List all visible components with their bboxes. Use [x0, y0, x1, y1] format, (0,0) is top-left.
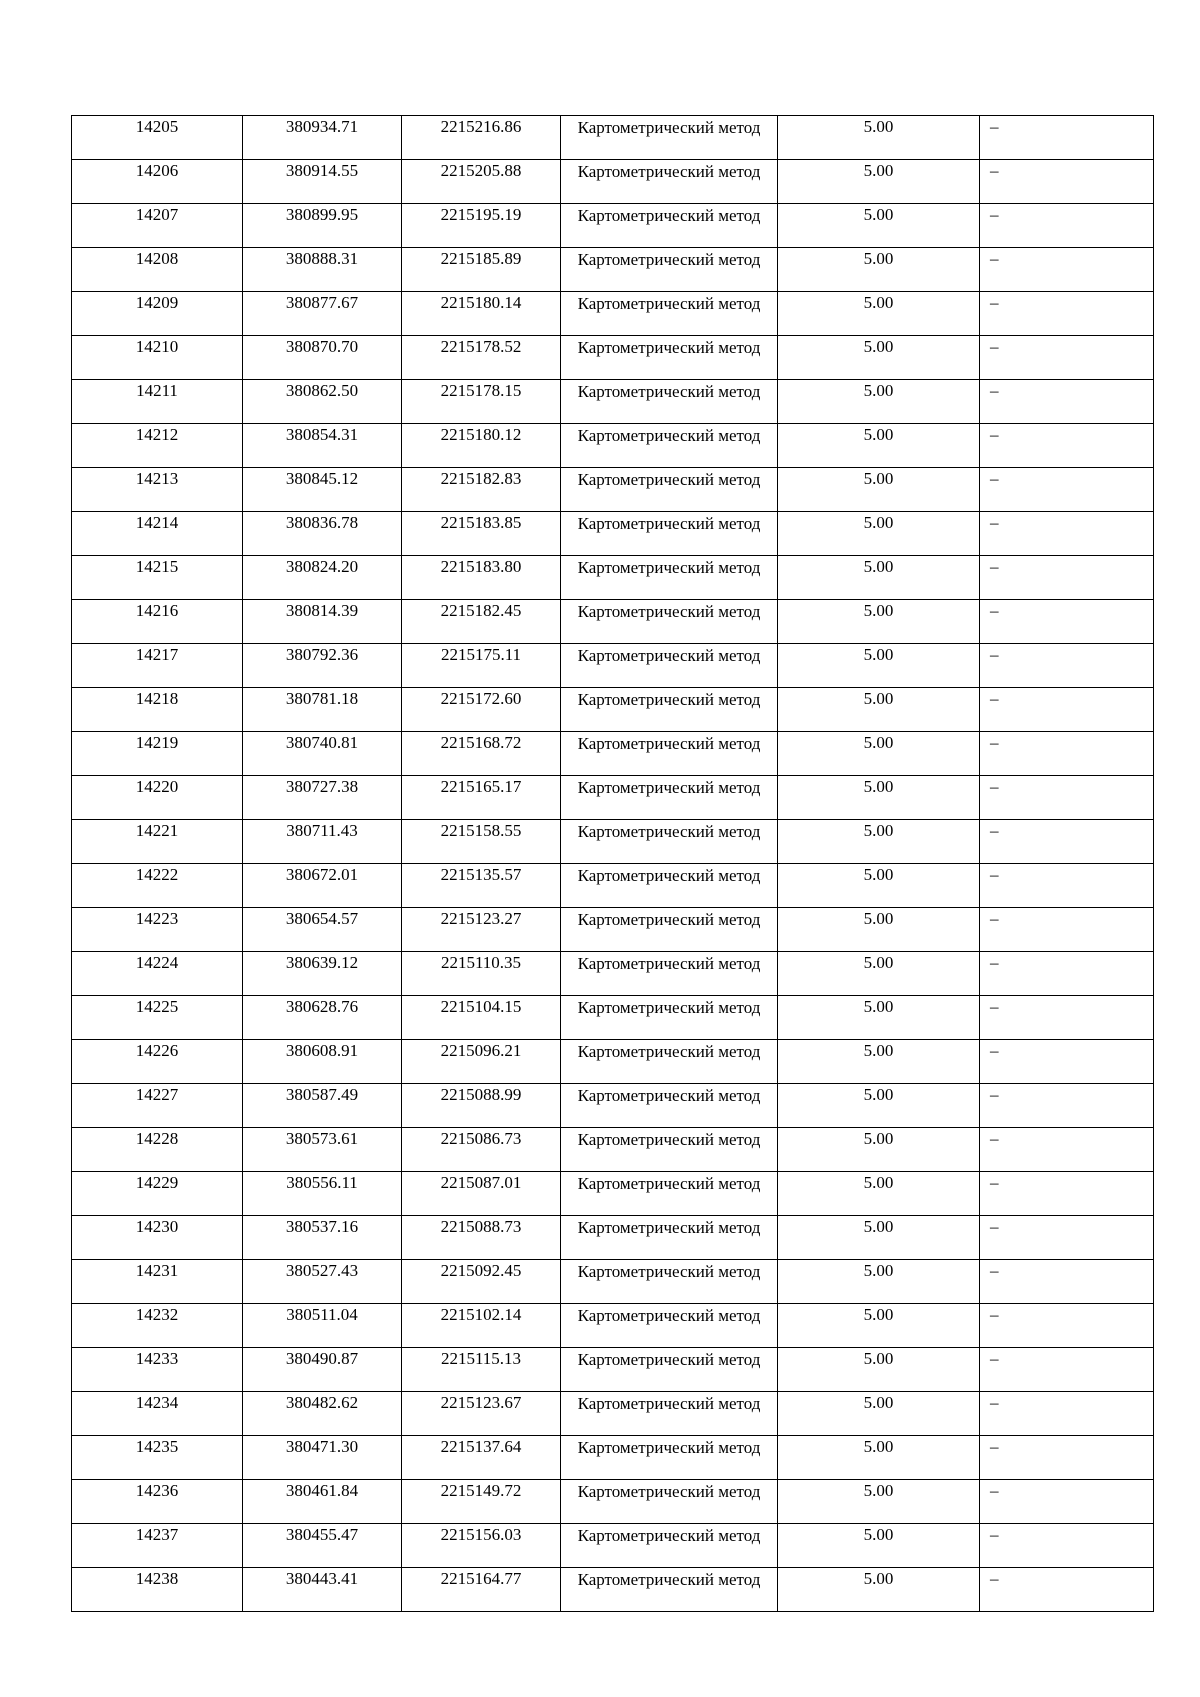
note-cell: –	[980, 468, 1154, 512]
note-cell: –	[980, 1348, 1154, 1392]
x-coordinate-cell: 380845.12	[243, 468, 402, 512]
y-coordinate-cell: 2215182.45	[402, 600, 561, 644]
accuracy-cell: 5.00	[778, 952, 980, 996]
note-cell: –	[980, 204, 1154, 248]
accuracy-cell: 5.00	[778, 1172, 980, 1216]
point-number-cell: 14211	[72, 380, 243, 424]
y-coordinate-cell: 2215180.14	[402, 292, 561, 336]
note-cell: –	[980, 820, 1154, 864]
accuracy-cell: 5.00	[778, 1524, 980, 1568]
x-coordinate-cell: 380587.49	[243, 1084, 402, 1128]
accuracy-cell: 5.00	[778, 116, 980, 160]
accuracy-cell: 5.00	[778, 996, 980, 1040]
x-coordinate-cell: 380740.81	[243, 732, 402, 776]
accuracy-cell: 5.00	[778, 248, 980, 292]
y-coordinate-cell: 2215092.45	[402, 1260, 561, 1304]
x-coordinate-cell: 380727.38	[243, 776, 402, 820]
accuracy-cell: 5.00	[778, 380, 980, 424]
point-number-cell: 14205	[72, 116, 243, 160]
x-coordinate-cell: 380461.84	[243, 1480, 402, 1524]
x-coordinate-cell: 380824.20	[243, 556, 402, 600]
method-cell: Картометрический метод	[561, 204, 778, 248]
point-number-cell: 14210	[72, 336, 243, 380]
point-number-cell: 14221	[72, 820, 243, 864]
note-cell: –	[980, 160, 1154, 204]
method-cell: Картометрический метод	[561, 1260, 778, 1304]
method-cell: Картометрический метод	[561, 1348, 778, 1392]
note-cell: –	[980, 424, 1154, 468]
table-row	[72, 600, 1154, 644]
accuracy-cell: 5.00	[778, 1260, 980, 1304]
table-row	[72, 1128, 1154, 1172]
table-row	[72, 1304, 1154, 1348]
accuracy-cell: 5.00	[778, 1216, 980, 1260]
point-number-cell: 14212	[72, 424, 243, 468]
x-coordinate-cell: 380556.11	[243, 1172, 402, 1216]
y-coordinate-cell: 2215164.77	[402, 1568, 561, 1612]
point-number-cell: 14223	[72, 908, 243, 952]
point-number-cell: 14207	[72, 204, 243, 248]
x-coordinate-cell: 380443.41	[243, 1568, 402, 1612]
y-coordinate-cell: 2215158.55	[402, 820, 561, 864]
table-row	[72, 952, 1154, 996]
x-coordinate-cell: 380914.55	[243, 160, 402, 204]
method-cell: Картометрический метод	[561, 688, 778, 732]
method-cell: Картометрический метод	[561, 864, 778, 908]
method-cell: Картометрический метод	[561, 292, 778, 336]
table-row	[72, 380, 1154, 424]
note-cell: –	[980, 644, 1154, 688]
x-coordinate-cell: 380573.61	[243, 1128, 402, 1172]
method-cell: Картометрический метод	[561, 1480, 778, 1524]
point-number-cell: 14219	[72, 732, 243, 776]
table-row	[72, 424, 1154, 468]
method-cell: Картометрический метод	[561, 600, 778, 644]
note-cell: –	[980, 556, 1154, 600]
table-row	[72, 1040, 1154, 1084]
method-cell: Картометрический метод	[561, 1392, 778, 1436]
y-coordinate-cell: 2215180.12	[402, 424, 561, 468]
note-cell: –	[980, 1260, 1154, 1304]
accuracy-cell: 5.00	[778, 160, 980, 204]
point-number-cell: 14213	[72, 468, 243, 512]
note-cell: –	[980, 1568, 1154, 1612]
x-coordinate-cell: 380870.70	[243, 336, 402, 380]
note-cell: –	[980, 1084, 1154, 1128]
table-row	[72, 820, 1154, 864]
note-cell: –	[980, 1480, 1154, 1524]
y-coordinate-cell: 2215205.88	[402, 160, 561, 204]
x-coordinate-cell: 380862.50	[243, 380, 402, 424]
y-coordinate-cell: 2215216.86	[402, 116, 561, 160]
accuracy-cell: 5.00	[778, 644, 980, 688]
note-cell: –	[980, 732, 1154, 776]
x-coordinate-cell: 380511.04	[243, 1304, 402, 1348]
table-row	[72, 1216, 1154, 1260]
method-cell: Картометрический метод	[561, 380, 778, 424]
accuracy-cell: 5.00	[778, 1480, 980, 1524]
accuracy-cell: 5.00	[778, 292, 980, 336]
method-cell: Картометрический метод	[561, 336, 778, 380]
method-cell: Картометрический метод	[561, 1128, 778, 1172]
table-row	[72, 1524, 1154, 1568]
y-coordinate-cell: 2215123.27	[402, 908, 561, 952]
accuracy-cell: 5.00	[778, 512, 980, 556]
y-coordinate-cell: 2215195.19	[402, 204, 561, 248]
note-cell: –	[980, 952, 1154, 996]
accuracy-cell: 5.00	[778, 688, 980, 732]
x-coordinate-cell: 380628.76	[243, 996, 402, 1040]
point-number-cell: 14217	[72, 644, 243, 688]
note-cell: –	[980, 864, 1154, 908]
table-row	[72, 512, 1154, 556]
table-row	[72, 1392, 1154, 1436]
method-cell: Картометрический метод	[561, 952, 778, 996]
y-coordinate-cell: 2215088.73	[402, 1216, 561, 1260]
method-cell: Картометрический метод	[561, 512, 778, 556]
method-cell: Картометрический метод	[561, 908, 778, 952]
y-coordinate-cell: 2215183.80	[402, 556, 561, 600]
y-coordinate-cell: 2215178.52	[402, 336, 561, 380]
accuracy-cell: 5.00	[778, 468, 980, 512]
accuracy-cell: 5.00	[778, 820, 980, 864]
x-coordinate-cell: 380527.43	[243, 1260, 402, 1304]
x-coordinate-cell: 380854.31	[243, 424, 402, 468]
accuracy-cell: 5.00	[778, 424, 980, 468]
table-row	[72, 556, 1154, 600]
method-cell: Картометрический метод	[561, 1568, 778, 1612]
note-cell: –	[980, 116, 1154, 160]
accuracy-cell: 5.00	[778, 908, 980, 952]
x-coordinate-cell: 380836.78	[243, 512, 402, 556]
table-row	[72, 644, 1154, 688]
coordinates-table	[71, 115, 1154, 1612]
note-cell: –	[980, 248, 1154, 292]
point-number-cell: 14229	[72, 1172, 243, 1216]
note-cell: –	[980, 1172, 1154, 1216]
table-row	[72, 1348, 1154, 1392]
note-cell: –	[980, 688, 1154, 732]
method-cell: Картометрический метод	[561, 116, 778, 160]
method-cell: Картометрический метод	[561, 1524, 778, 1568]
note-cell: –	[980, 908, 1154, 952]
accuracy-cell: 5.00	[778, 600, 980, 644]
y-coordinate-cell: 2215123.67	[402, 1392, 561, 1436]
table-row	[72, 468, 1154, 512]
x-coordinate-cell: 380899.95	[243, 204, 402, 248]
y-coordinate-cell: 2215135.57	[402, 864, 561, 908]
method-cell: Картометрический метод	[561, 776, 778, 820]
accuracy-cell: 5.00	[778, 864, 980, 908]
note-cell: –	[980, 1436, 1154, 1480]
method-cell: Картометрический метод	[561, 996, 778, 1040]
x-coordinate-cell: 380490.87	[243, 1348, 402, 1392]
table-row	[72, 1436, 1154, 1480]
point-number-cell: 14232	[72, 1304, 243, 1348]
point-number-cell: 14235	[72, 1436, 243, 1480]
method-cell: Картометрический метод	[561, 1084, 778, 1128]
table-row	[72, 292, 1154, 336]
x-coordinate-cell: 380639.12	[243, 952, 402, 996]
table-row	[72, 864, 1154, 908]
point-number-cell: 14238	[72, 1568, 243, 1612]
note-cell: –	[980, 1304, 1154, 1348]
x-coordinate-cell: 380654.57	[243, 908, 402, 952]
y-coordinate-cell: 2215104.15	[402, 996, 561, 1040]
y-coordinate-cell: 2215115.13	[402, 1348, 561, 1392]
table-row	[72, 336, 1154, 380]
x-coordinate-cell: 380608.91	[243, 1040, 402, 1084]
point-number-cell: 14206	[72, 160, 243, 204]
method-cell: Картометрический метод	[561, 1436, 778, 1480]
y-coordinate-cell: 2215102.14	[402, 1304, 561, 1348]
table-row	[72, 908, 1154, 952]
table-row	[72, 688, 1154, 732]
table-row	[72, 1260, 1154, 1304]
x-coordinate-cell: 380711.43	[243, 820, 402, 864]
accuracy-cell: 5.00	[778, 1348, 980, 1392]
method-cell: Картометрический метод	[561, 1172, 778, 1216]
point-number-cell: 14214	[72, 512, 243, 556]
x-coordinate-cell: 380482.62	[243, 1392, 402, 1436]
point-number-cell: 14237	[72, 1524, 243, 1568]
point-number-cell: 14236	[72, 1480, 243, 1524]
x-coordinate-cell: 380781.18	[243, 688, 402, 732]
point-number-cell: 14234	[72, 1392, 243, 1436]
accuracy-cell: 5.00	[778, 776, 980, 820]
x-coordinate-cell: 380471.30	[243, 1436, 402, 1480]
table-row	[72, 116, 1154, 160]
table-row	[72, 160, 1154, 204]
method-cell: Картометрический метод	[561, 160, 778, 204]
point-number-cell: 14222	[72, 864, 243, 908]
method-cell: Картометрический метод	[561, 644, 778, 688]
method-cell: Картометрический метод	[561, 732, 778, 776]
point-number-cell: 14228	[72, 1128, 243, 1172]
point-number-cell: 14218	[72, 688, 243, 732]
note-cell: –	[980, 380, 1154, 424]
method-cell: Картометрический метод	[561, 468, 778, 512]
y-coordinate-cell: 2215168.72	[402, 732, 561, 776]
table-row	[72, 1480, 1154, 1524]
x-coordinate-cell: 380888.31	[243, 248, 402, 292]
point-number-cell: 14231	[72, 1260, 243, 1304]
x-coordinate-cell: 380672.01	[243, 864, 402, 908]
note-cell: –	[980, 1524, 1154, 1568]
y-coordinate-cell: 2215088.99	[402, 1084, 561, 1128]
x-coordinate-cell: 380814.39	[243, 600, 402, 644]
x-coordinate-cell: 380455.47	[243, 1524, 402, 1568]
method-cell: Картометрический метод	[561, 820, 778, 864]
coordinates-table-body	[72, 116, 1154, 1612]
note-cell: –	[980, 512, 1154, 556]
y-coordinate-cell: 2215087.01	[402, 1172, 561, 1216]
table-row	[72, 248, 1154, 292]
y-coordinate-cell: 2215156.03	[402, 1524, 561, 1568]
accuracy-cell: 5.00	[778, 732, 980, 776]
point-number-cell: 14227	[72, 1084, 243, 1128]
method-cell: Картометрический метод	[561, 248, 778, 292]
x-coordinate-cell: 380537.16	[243, 1216, 402, 1260]
y-coordinate-cell: 2215182.83	[402, 468, 561, 512]
y-coordinate-cell: 2215183.85	[402, 512, 561, 556]
y-coordinate-cell: 2215137.64	[402, 1436, 561, 1480]
point-number-cell: 14233	[72, 1348, 243, 1392]
accuracy-cell: 5.00	[778, 204, 980, 248]
accuracy-cell: 5.00	[778, 1392, 980, 1436]
x-coordinate-cell: 380792.36	[243, 644, 402, 688]
method-cell: Картометрический метод	[561, 1040, 778, 1084]
accuracy-cell: 5.00	[778, 1084, 980, 1128]
y-coordinate-cell: 2215165.17	[402, 776, 561, 820]
y-coordinate-cell: 2215110.35	[402, 952, 561, 996]
point-number-cell: 14220	[72, 776, 243, 820]
y-coordinate-cell: 2215096.21	[402, 1040, 561, 1084]
y-coordinate-cell: 2215185.89	[402, 248, 561, 292]
table-row	[72, 776, 1154, 820]
point-number-cell: 14225	[72, 996, 243, 1040]
table-row	[72, 732, 1154, 776]
table-row	[72, 996, 1154, 1040]
x-coordinate-cell: 380877.67	[243, 292, 402, 336]
accuracy-cell: 5.00	[778, 556, 980, 600]
y-coordinate-cell: 2215172.60	[402, 688, 561, 732]
x-coordinate-cell: 380934.71	[243, 116, 402, 160]
accuracy-cell: 5.00	[778, 1436, 980, 1480]
point-number-cell: 14230	[72, 1216, 243, 1260]
point-number-cell: 14215	[72, 556, 243, 600]
y-coordinate-cell: 2215086.73	[402, 1128, 561, 1172]
table-row	[72, 1172, 1154, 1216]
point-number-cell: 14224	[72, 952, 243, 996]
method-cell: Картометрический метод	[561, 1216, 778, 1260]
point-number-cell: 14216	[72, 600, 243, 644]
note-cell: –	[980, 996, 1154, 1040]
point-number-cell: 14208	[72, 248, 243, 292]
note-cell: –	[980, 1128, 1154, 1172]
point-number-cell: 14209	[72, 292, 243, 336]
accuracy-cell: 5.00	[778, 336, 980, 380]
y-coordinate-cell: 2215178.15	[402, 380, 561, 424]
accuracy-cell: 5.00	[778, 1128, 980, 1172]
y-coordinate-cell: 2215149.72	[402, 1480, 561, 1524]
note-cell: –	[980, 776, 1154, 820]
method-cell: Картометрический метод	[561, 1304, 778, 1348]
method-cell: Картометрический метод	[561, 424, 778, 468]
accuracy-cell: 5.00	[778, 1040, 980, 1084]
table-row	[72, 1084, 1154, 1128]
accuracy-cell: 5.00	[778, 1304, 980, 1348]
method-cell: Картометрический метод	[561, 556, 778, 600]
note-cell: –	[980, 292, 1154, 336]
note-cell: –	[980, 600, 1154, 644]
y-coordinate-cell: 2215175.11	[402, 644, 561, 688]
note-cell: –	[980, 1216, 1154, 1260]
note-cell: –	[980, 1040, 1154, 1084]
note-cell: –	[980, 1392, 1154, 1436]
table-row	[72, 204, 1154, 248]
accuracy-cell: 5.00	[778, 1568, 980, 1612]
note-cell: –	[980, 336, 1154, 380]
point-number-cell: 14226	[72, 1040, 243, 1084]
table-row	[72, 1568, 1154, 1612]
